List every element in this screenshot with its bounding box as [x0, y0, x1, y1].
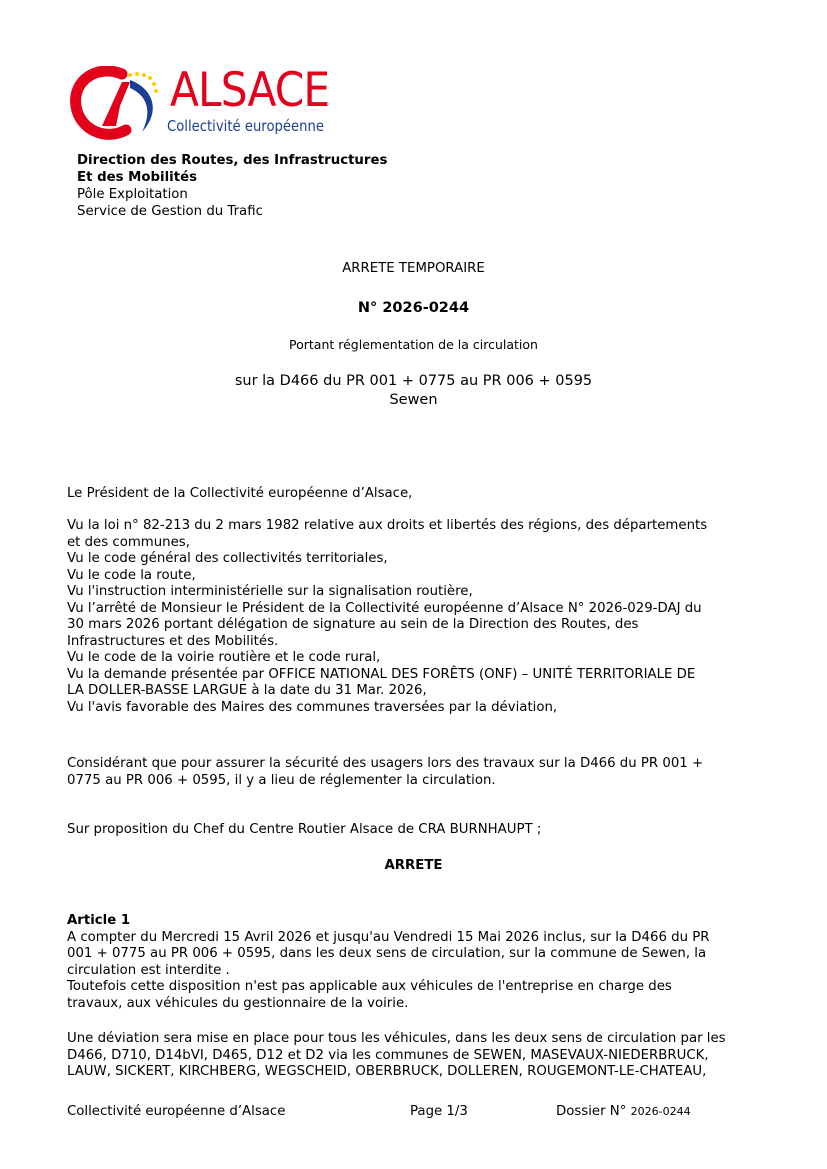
visa-line: Vu l'avis favorable des Maires des communes traversées par la déviation, — [67, 699, 558, 715]
visa-line: Vu la loi n° 82-213 du 2 mars 1982 relative aux droits et libertés des régions, des départements — [67, 518, 708, 533]
department-line-2: Et des Mobilités — [77, 170, 197, 185]
logo-wordmark: ALSACE — [170, 63, 330, 118]
deviation-line: LAUW, SICKERT, KIRCHBERG, WEGSCHEID, OBERBRUCK, DOLLEREN, ROUGEMONT-LE-CHATEAU, — [67, 1064, 707, 1079]
deviation-line: D466, D710, D14bVI, D465, D12 et D2 via les communes de SEWEN, MASEVAUX-NIEDERBRUCK, — [67, 1047, 709, 1063]
article-1 — [67, 913, 767, 1012]
alsace-emblem-icon — [70, 66, 170, 142]
proposition-block — [67, 822, 767, 839]
visa-line: Vu l'instruction interministérielle sur la signalisation routière, — [67, 584, 473, 599]
visa-line: et des communes, — [67, 534, 190, 550]
footer-page-number: Page 1/3 — [410, 1104, 468, 1119]
visa-line: 30 mars 2026 portant délégation de signature au sein de la Direction des Routes, des — [67, 617, 639, 632]
proposition-text: Sur proposition du Chef du Centre Routier Alsace de CRA BURNHAUPT ; — [67, 822, 542, 837]
footer-dossier — [556, 1104, 691, 1119]
article-1-line: travaux, aux véhicules du gestionnaire de la voirie. — [67, 995, 409, 1011]
article-1-line: A compter du Mercredi 15 Avril 2026 et jusqu'au Vendredi 15 Mai 2026 inclus, sur la D466 du PR — [67, 929, 710, 945]
president-text: Le Président de la Collectivité européenne d’Alsace, — [67, 486, 413, 501]
visas-block — [67, 518, 767, 716]
footer-dossier-number: 2026-0244 — [630, 1105, 691, 1118]
arrete-heading: ARRETE — [384, 858, 443, 873]
decree-number: N° 2026-0244 — [357, 300, 470, 316]
deviation-line: Une déviation sera mise en place pour tous les véhicules, dans les deux sens de circulation par les — [67, 1031, 726, 1046]
decree-subject: Portant réglementation de la circulation — [289, 337, 538, 352]
department-line-1: Direction des Routes, des Infrastructures — [77, 153, 388, 168]
article-1-line: Toutefois cette disposition n'est pas applicable aux véhicules de l'entreprise en charge des — [67, 979, 672, 994]
considerant-line: 0775 au PR 006 + 0595, il y a lieu de réglementer la circulation. — [67, 772, 496, 788]
visa-line: Vu la demande présentée par OFFICE NATIONAL DES FORÊTS (ONF) – UNITÉ TERRITORIALE DE — [67, 666, 696, 682]
department-line-4: Service de Gestion du Trafic — [77, 204, 263, 219]
visa-line: Infrastructures et des Mobilités. — [67, 633, 279, 649]
visa-line: Vu le code la route, — [67, 567, 196, 583]
visa-line: Vu le code de la voirie routière et le code rural, — [67, 650, 381, 665]
department-line-3: Pôle Exploitation — [77, 187, 188, 202]
decree-road-section: sur la D466 du PR 001 + 0775 au PR 006 + 0595 — [234, 373, 593, 389]
considerant-block — [67, 756, 767, 789]
footer-dossier-label: Dossier N° — [556, 1104, 627, 1119]
decree-type: ARRETE TEMPORAIRE — [342, 261, 485, 276]
article-1-heading: Article 1 — [67, 913, 131, 928]
considerant-line: Considérant que pour assurer la sécurité des usagers lors des travaux sur la D466 du PR 001 + — [67, 756, 704, 771]
article-1-line: circulation est interdite . — [67, 962, 230, 978]
article-1-line: 001 + 0775 au PR 006 + 0595, dans les deux sens de circulation, sur la commune de Sewen, la — [67, 946, 707, 961]
visa-line: LA DOLLER-BASSE LARGUE à la date du 31 Mar. 2026, — [67, 683, 427, 698]
decree-road — [0, 372, 827, 410]
alsace-logo — [70, 63, 350, 142]
visa-line: Vu l’arrêté de Monsieur le Président de la Collectivité européenne d’Alsace N° 2026-029-DAJ du — [67, 600, 702, 616]
president-line — [67, 486, 767, 503]
visa-line: Vu le code général des collectivités territoriales, — [67, 551, 388, 566]
decree-commune: Sewen — [389, 392, 438, 408]
footer-organisation: Collectivité européenne d’Alsace — [67, 1104, 286, 1119]
department-header — [77, 152, 387, 220]
logo-tagline: Collectivité européenne — [167, 117, 324, 135]
deviation-block — [67, 1031, 767, 1081]
